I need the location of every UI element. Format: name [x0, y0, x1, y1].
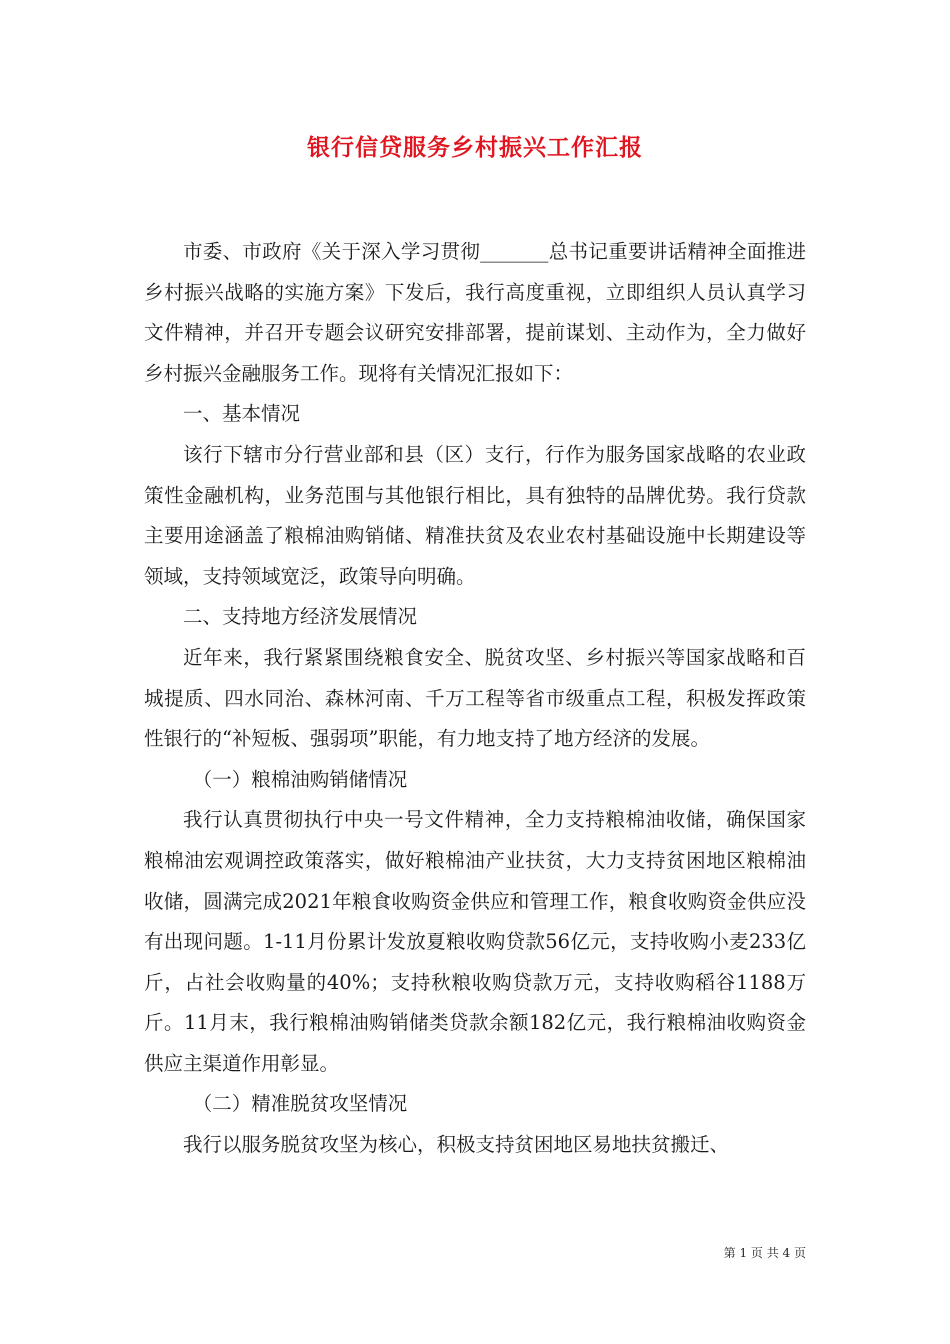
document-body: [144, 232, 806, 1166]
document-title: 银行信贷服务乡村振兴工作汇报: [307, 134, 643, 161]
poverty-alleviation-paragraph: 我行以服务脱贫攻坚为核心，积极支持贫困地区易地扶贫搬迁、: [183, 1133, 730, 1157]
section-heading-local-economy: 二、支持地方经济发展情况: [183, 605, 418, 629]
page-number-footer: 第 1 页 共 4 页: [723, 1246, 806, 1260]
subsection-heading-grain-cotton-oil: （一）粮棉油购销储情况: [192, 767, 408, 791]
local-economy-paragraph: 近年来，我行紧紧围绕粮食安全、脱贫攻坚、乡村振兴等国家战略和百城提质、四水同治、森林河南、千万工程等省市级重点工程，积极发挥政策性银行的“补短板、强弱项”职能，有力地支持了地方经济的发展。: [144, 645, 806, 751]
basic-situation-paragraph: 该行下辖市分行营业部和县（区）支行，行作为服务国家战略的农业政策性金融机构，业务范围与其他银行相比，具有独特的品牌优势。我行贷款主要用途涵盖了粮棉油购销储、精准扶贫及农业农村基础设施中长期建设等领域，支持领域宽泛，政策导向明确。: [144, 442, 806, 588]
section-heading-basic-situation: 一、基本情况: [183, 402, 301, 426]
grain-cotton-oil-paragraph: 我行认真贯彻执行中央一号文件精神，全力支持粮棉油收储，确保国家粮棉油宏观调控政策落实，做好粮棉油产业扶贫，大力支持贫困地区粮棉油收储，圆满完成2021年粮食收购资金供应和管理工作，粮食收购资金供应没有出现问题。1-11月份累计发放夏粮收购贷款56亿元，支持收购小麦233亿斤，占社会收购量的40%；支持秋粮收购贷款万元，支持收购稻谷1188万斤。11月末，我行粮棉油购销储类贷款余额182亿元，我行粮棉油收购资金供应主渠道作用彰显。: [144, 808, 806, 1075]
intro-paragraph: 市委、市政府《关于深入学习贯彻_______总书记重要讲话精神全面推进乡村振兴战略的实施方案》下发后，我行高度重视，立即组织人员认真学习文件精神，并召开专题会议研究安排部署，提前谋划、主动作为，全力做好乡村振兴金融服务工作。现将有关情况汇报如下：: [144, 240, 806, 385]
subsection-heading-poverty-alleviation: （二）精准脱贫攻坚情况: [192, 1092, 408, 1116]
